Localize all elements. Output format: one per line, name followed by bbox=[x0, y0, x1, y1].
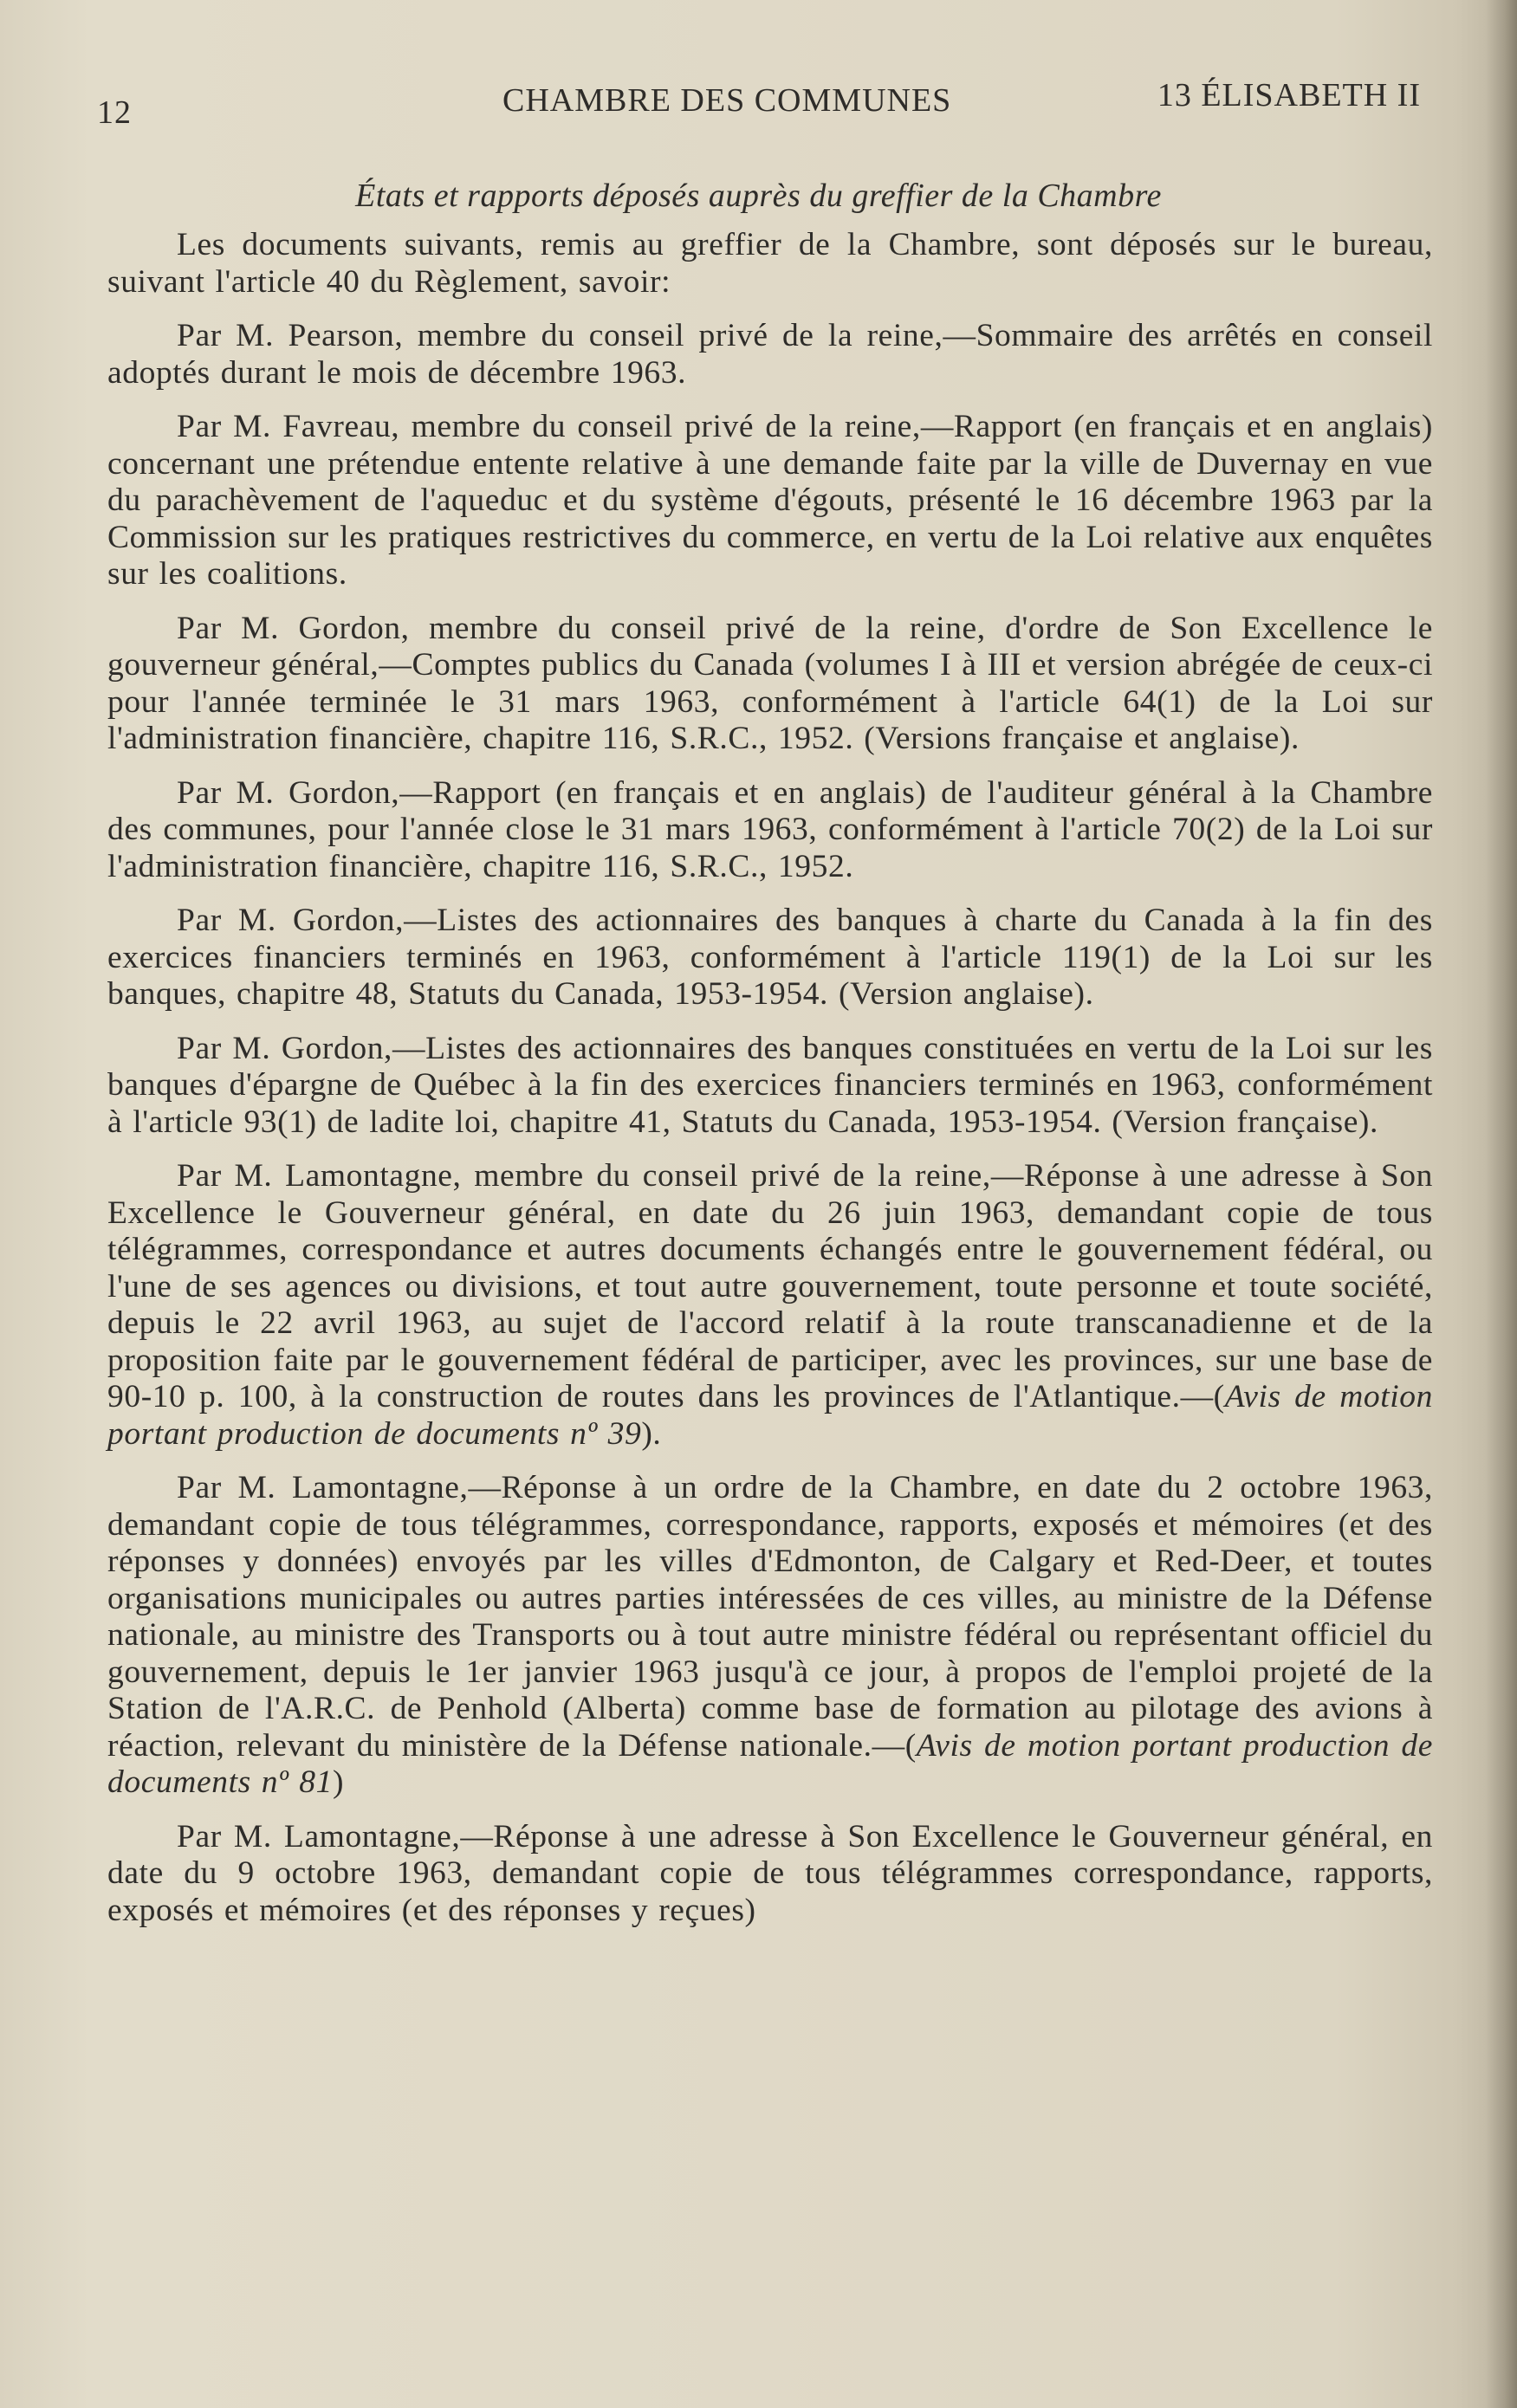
paragraph-gordon-auditeur bbox=[107, 775, 1433, 886]
paragraph-text: Par M. Lamontagne, membre du conseil privé de la reine,—Réponse à une adresse à Son Excellence le Gouverneur général, en date du 26 juin 1963, demandant copie de tous télégrammes, correspondance et autres documents échangés entre le gouvernement fédéral, ou l'une de ses agences ou divisions, et tout autre gouvernement, toute personne et toute société, depuis le 22 avril 1963, au sujet de l'accord relatif à la route transcanadienne et de la proposition faite par le gouvernement fédéral de participer, avec les provinces, sur une base de 90-10 p. 100, à la construction de routes dans les provinces de l'Atlantique.—( bbox=[107, 1158, 1433, 1414]
paragraph-lamontagne-route bbox=[107, 1158, 1433, 1453]
paragraph-text: Par M. Gordon, membre du conseil privé de la reine, d'ordre de Son Excellence le gouverneur général,—Comptes publics du Canada (volumes I à III et version abrégée de ceux-ci pour l'année terminée le 31 mars 1963, conformément à l'article 64(1) de la Loi sur l'administration financière, chapitre 116, S.R.C., 1952. (Versions française et anglaise). bbox=[107, 610, 1433, 756]
motion-reference: Avis de motion portant production de documents nº 81 bbox=[107, 1727, 1433, 1800]
page-edge-shadow bbox=[1486, 0, 1517, 2408]
paragraph-tail: ) bbox=[333, 1764, 345, 1800]
body-text bbox=[107, 227, 1433, 1946]
paragraph-text: Par M. Gordon,—Listes des actionnaires des banques constituées en vertu de la Loi sur les banques d'épargne de Québec à la fin des exercices financiers terminés en 1963, conformément à l'article 93(1) de ladite loi, chapitre 41, Statuts du Canada, 1953-1954. (Version française). bbox=[107, 1030, 1433, 1140]
paragraph-text: Par M. Gordon,—Rapport (en français et en anglais) de l'auditeur général à la Chambre des communes, pour l'année close le 31 mars 1963, conformément à l'article 70(2) de la Loi sur l'administration financière, chapitre 116, S.R.C., 1952. bbox=[107, 774, 1433, 884]
paragraph-gordon-comptes bbox=[107, 611, 1433, 758]
paragraph-lamontagne-adresse bbox=[107, 1819, 1433, 1930]
paragraph-gordon-banques-epargne bbox=[107, 1031, 1433, 1142]
page-number: 12 bbox=[97, 94, 132, 131]
paragraph-gordon-banques-charte bbox=[107, 903, 1433, 1013]
paragraph-text: Par M. Lamontagne,—Réponse à un ordre de la Chambre, en date du 2 octobre 1963, demandant copie de tous télégrammes, correspondance, rapports, exposés et mémoires (et des réponses y données) envoyés par les villes d'Edmonton, de Calgary et Red-Deer, et toutes organisations municipales ou autres parties intéressées de ces villes, au ministre de la Défense nationale, au ministre des Transports ou à tout autre ministre fédéral ou représentant officiel du gouvernement, depuis le 1er janvier 1963 jusqu'à ce jour, à propos de l'emploi projeté de la Station de l'A.R.C. de Penhold (Alberta) comme base de formation au pilotage des avions à réaction, relevant du ministère de la Défense nationale.—( bbox=[107, 1470, 1433, 1764]
reign-year: 13 ÉLISABETH II bbox=[1157, 77, 1421, 113]
chamber-title: CHAMBRE DES COMMUNES bbox=[502, 82, 952, 119]
running-header bbox=[97, 76, 1421, 131]
paragraph-lamontagne-penhold bbox=[107, 1470, 1433, 1802]
paragraph-text: Par M. Pearson, membre du conseil privé de la reine,—Sommaire des arrêtés en conseil adoptés durant le mois de décembre 1963. bbox=[107, 318, 1433, 391]
motion-reference: Avis de motion portant production de documents nº 39 bbox=[107, 1379, 1433, 1452]
section-title: États et rapports déposés auprès du greffier de la Chambre bbox=[355, 178, 1162, 214]
paragraph-text: Par M. Lamontagne,—Réponse à une adresse à Son Excellence le Gouverneur général, en date du 9 octobre 1963, demandant copie de tous télégrammes correspondance, rapports, exposés et mémoires (et des réponses y reçues) bbox=[107, 1818, 1433, 1928]
paragraph-intro bbox=[107, 227, 1433, 301]
paragraph-text: Les documents suivants, remis au greffier de la Chambre, sont déposés sur le bureau, suivant l'article 40 du Règlement, savoir: bbox=[107, 227, 1433, 300]
paragraph-pearson bbox=[107, 318, 1433, 392]
paragraph-tail: ). bbox=[641, 1415, 662, 1452]
paragraph-favreau bbox=[107, 409, 1433, 593]
paragraph-text: Par M. Gordon,—Listes des actionnaires des banques à charte du Canada à la fin des exercices financiers terminés en 1963, conformément à l'article 119(1) de la Loi sur les banques, chapitre 48, Statuts du Canada, 1953-1954. (Version anglaise). bbox=[107, 903, 1433, 1012]
paragraph-text: Par M. Favreau, membre du conseil privé de la reine,—Rapport (en français et en anglais) concernant une prétendue entente relative à une demande faite par la ville de Duvernay en vue du parachèvement de l'aqueduc et du système d'égouts, présenté le 16 décembre 1963 par la Commission sur les pratiques restrictives du commerce, en vertu de la Loi relative aux enquêtes sur les coalitions. bbox=[107, 409, 1433, 592]
